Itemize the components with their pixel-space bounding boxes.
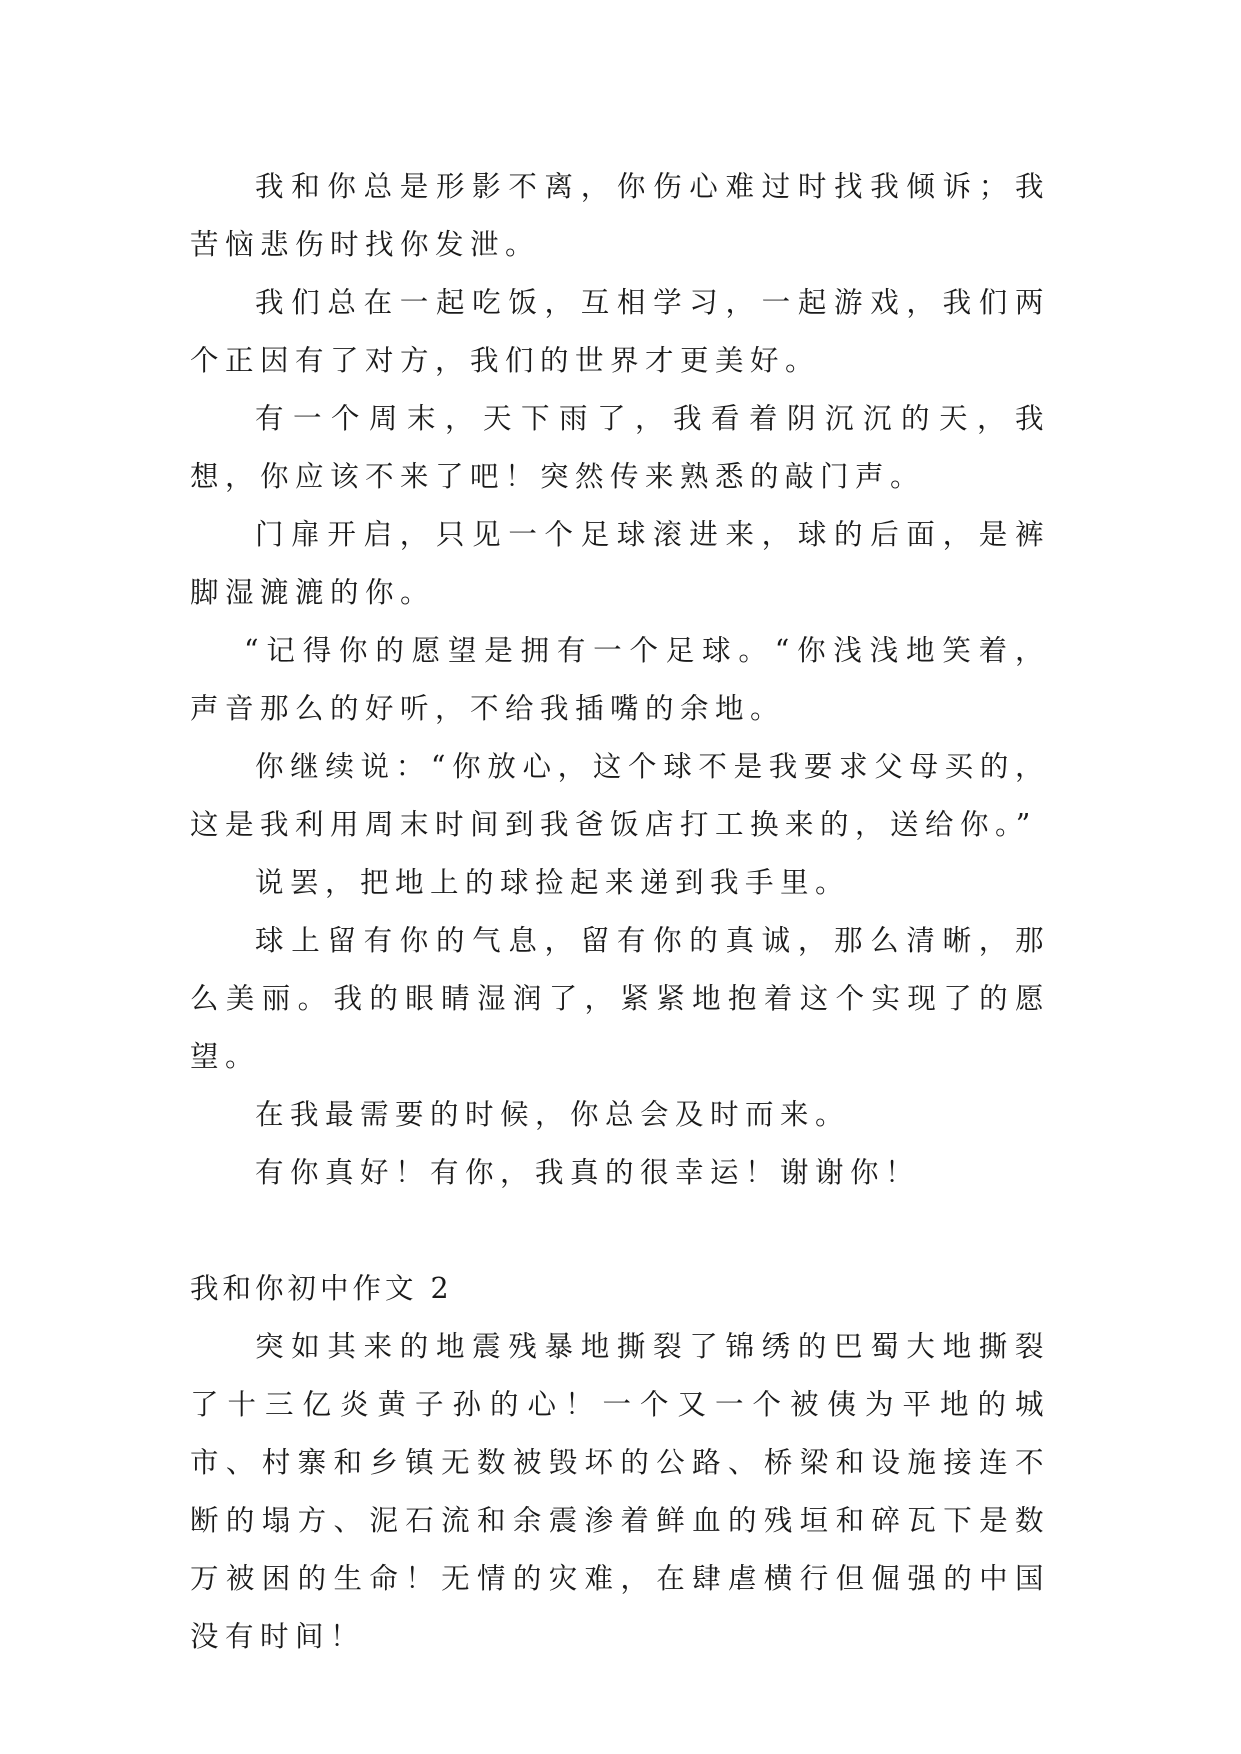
paragraph: 突如其来的地震残暴地撕裂了锦绣的巴蜀大地撕裂了十三亿炎黄子孙的心！一个又一个被侇为平地的城市、村寨和乡镇无数被毁坏的公路、桥梁和设施接连不断的塌方、泥石流和余震渗着鲜血的残垣和碎瓦下是数万被困的生命！无情的灾难，在肆虐横行但倔强的中国没有时间！: [190, 1330, 1050, 1653]
paragraph: 你继续说：“你放心，这个球不是我要求父母买的，这是我利用周末时间到我爸饭店打工换来的，送给你。”: [190, 750, 1050, 841]
section-title: 我和你初中作文 2: [190, 1272, 453, 1305]
paragraph: 说罢，把地上的球捡起来递到我手里。: [255, 866, 851, 899]
paragraph: 门扉开启，只见一个足球滚进来，球的后面，是裤脚湿漉漉的你。: [190, 518, 1050, 609]
paragraph: 有一个周末，天下雨了，我看着阴沉沉的天，我想，你应该不来了吧！突然传来熟悉的敲门声。: [190, 402, 1050, 493]
paragraph: 我和你总是形影不离，你伤心难过时找我倾诉；我苦恼悲伤时找你发泄。: [190, 170, 1050, 261]
document-body: [190, 158, 1050, 1666]
paragraph: “记得你的愿望是拥有一个足球。“你浅浅地笑着，声音那么的好听，不给我插嘴的余地。: [190, 634, 1050, 725]
paragraph: 有你真好！有你，我真的很幸运！谢谢你！: [255, 1156, 921, 1189]
paragraph: 我们总在一起吃饭，互相学习，一起游戏，我们两个正因有了对方，我们的世界才更美好。: [190, 286, 1050, 377]
paragraph: 球上留有你的气息，留有你的真诚，那么清晰，那么美丽。我的眼睛湿润了，紧紧地抱着这个实现了的愿望。: [190, 924, 1050, 1073]
paragraph: 在我最需要的时候，你总会及时而来。: [255, 1098, 851, 1131]
